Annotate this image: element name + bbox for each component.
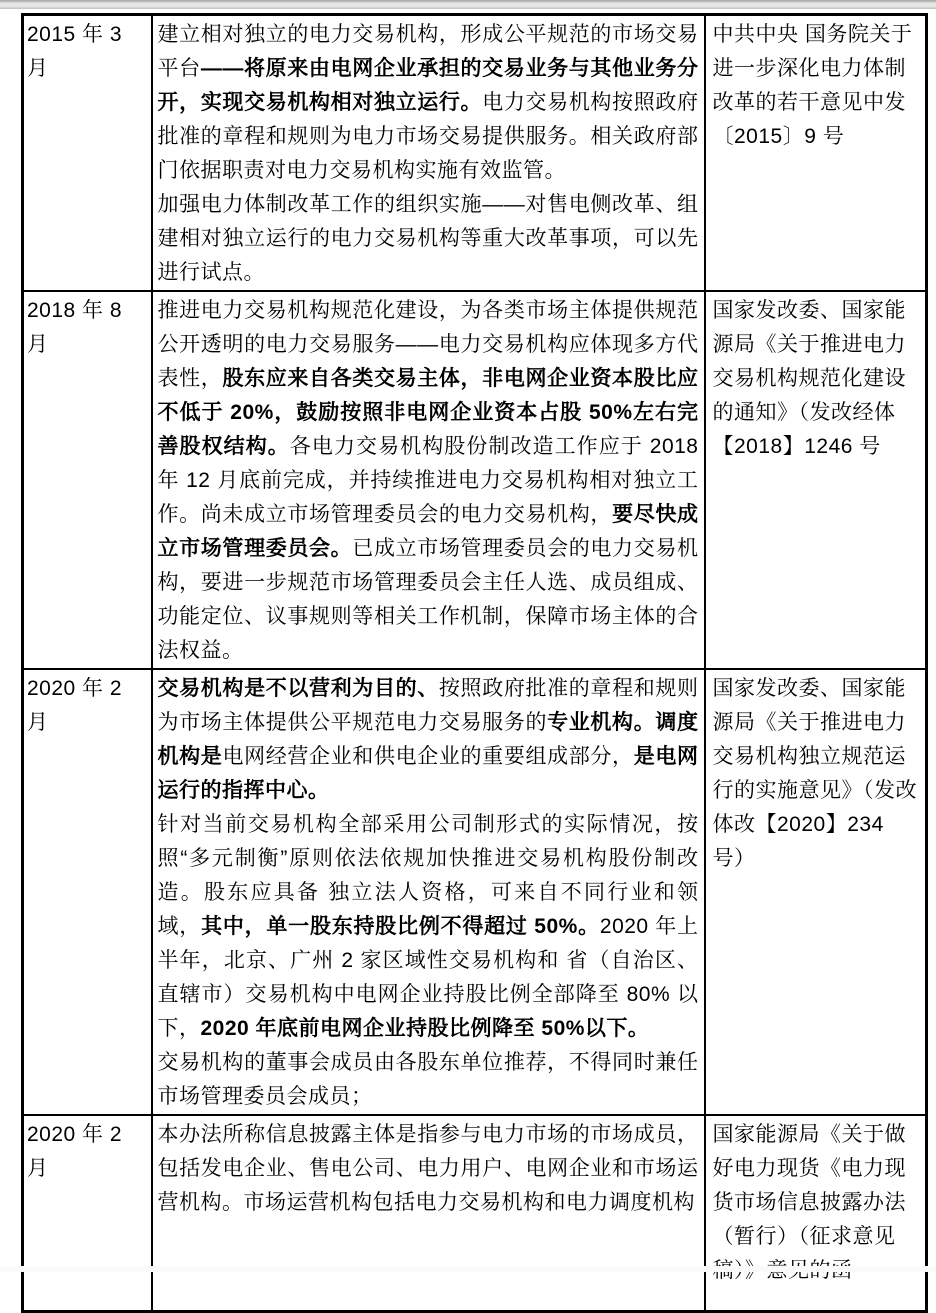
table-row bbox=[23, 669, 927, 1115]
text-segment: 交易机构的董事会成员由各股东单位推荐，不得同时兼任市场管理委员会成员； bbox=[158, 1051, 699, 1108]
policy-table bbox=[21, 13, 928, 1313]
table-row bbox=[23, 1115, 927, 1311]
text-segment: 本办法所称信息披露主体是指参与电力市场的市场成员，包括发电企业、售电公司、电力用户、电网企业和市场运营机构。市场运营机构包括电力交易机构和电力调度机构 bbox=[158, 1123, 699, 1214]
content-paragraph bbox=[158, 1118, 699, 1220]
window-top-edge bbox=[0, 0, 936, 9]
policy-table-body bbox=[23, 15, 927, 1312]
text-segment: 推进电力交易机构规范化建设，为各类市场主体提供规范公开透明的电力交易服务——电力交易机构应体现多方代表性， bbox=[158, 299, 699, 390]
bold-text-segment: 其中，单一股东持股比例不得超过 50%。 bbox=[201, 915, 600, 938]
content-paragraph bbox=[158, 294, 699, 668]
text-segment: 针对当前交易机构全部采用公司制形式的实际情况，按照“多元制衡”原则依法依规加快推进交易机构股份制改造。股东应具备 独立法人资格，可来自不同行业和领域， bbox=[158, 813, 699, 938]
bold-text-segment: 交易机构是不以营利为目的、 bbox=[158, 677, 439, 700]
content-paragraph bbox=[158, 18, 699, 188]
content-cell bbox=[152, 669, 705, 1115]
content-paragraph bbox=[158, 672, 699, 808]
content-cell bbox=[152, 15, 705, 292]
text-segment: 建立相对独立的电力交易机构，形成公平规范的市场交易平台 bbox=[158, 23, 699, 80]
text-segment: 已成立市场管理委员会的电力交易机构，要进一步规范市场管理委员会主任人选、成员组成、功能定位、议事规则等相关工作机制，保障市场主体的合法权益。 bbox=[158, 537, 699, 662]
date-cell: 2020 年 2 月 bbox=[23, 669, 152, 1115]
content-cell bbox=[152, 1115, 705, 1311]
page-bottom-edge bbox=[0, 1266, 936, 1272]
date-cell: 2015 年 3 月 bbox=[23, 15, 152, 292]
source-cell: 国家能源局《关于做好电力现货《电力现货市场信息披露办法（暂行）（征求意见稿）》意见的函 bbox=[705, 1115, 927, 1311]
text-segment: 按照政府批准的章程和规则为市场主体提供公平规范电力交易服务的 bbox=[158, 677, 699, 734]
text-segment: 加强电力体制改革工作的组织实施——对售电侧改革、组建相对独立运行的电力交易机构等重大改革事项，可以先进行试点。 bbox=[158, 193, 699, 284]
content-paragraph bbox=[158, 188, 699, 290]
table-row bbox=[23, 15, 927, 292]
text-segment: 各电力交易机构股份制改造工作应于 2018 年 12 月底前完成，并持续推进电力交易机构相对独立工作。尚未成立市场管理委员会的电力交易机构， bbox=[158, 435, 699, 526]
source-cell: 国家发改委、国家能源局《关于推进电力交易机构规范化建设的通知》（发改经体【2018】1246 号 bbox=[705, 291, 927, 669]
bold-text-segment: 股东应来自各类交易主体，非电网企业资本股比应不低于 20%，鼓励按照非电网企业资本占股 50%左右完善股权结构。 bbox=[158, 367, 699, 458]
bold-text-segment: 2020 年底前电网企业持股比例降至 50%以下。 bbox=[201, 1017, 650, 1040]
bold-text-segment: 是电网运行的指挥中心。 bbox=[158, 745, 699, 802]
content-paragraph bbox=[158, 1046, 699, 1114]
table-row bbox=[23, 291, 927, 669]
date-cell: 2018 年 8 月 bbox=[23, 291, 152, 669]
source-cell: 中共中央 国务院关于进一步深化电力体制改革的若干意见中发〔2015〕9 号 bbox=[705, 15, 927, 292]
bold-text-segment: 要尽快成立市场管理委员会。 bbox=[158, 503, 699, 560]
source-cell: 国家发改委、国家能源局《关于推进电力交易机构独立规范运行的实施意见》（发改体改【2020】234 号） bbox=[705, 669, 927, 1115]
bold-text-segment: 专业机构。调度机构是 bbox=[158, 711, 699, 768]
content-cell bbox=[152, 291, 705, 669]
date-cell: 2020 年 2 月 bbox=[23, 1115, 152, 1311]
text-segment: 2020 年上半年，北京、广州 2 家区域性交易机构和 省（自治区、直辖市）交易机构中电网企业持股比例全部降至 80% 以下， bbox=[158, 915, 699, 1040]
text-segment: 电网经营企业和供电企业的重要组成部分， bbox=[222, 745, 633, 768]
bold-text-segment: ——将原来由电网企业承担的交易业务与其他业务分开，实现交易机构相对独立运行。 bbox=[158, 57, 699, 114]
text-segment: 电力交易机构按照政府批准的章程和规则为电力市场交易提供服务。相关政府部门依据职责对电力交易机构实施有效监管。 bbox=[158, 91, 699, 182]
content-paragraph bbox=[158, 808, 699, 1046]
